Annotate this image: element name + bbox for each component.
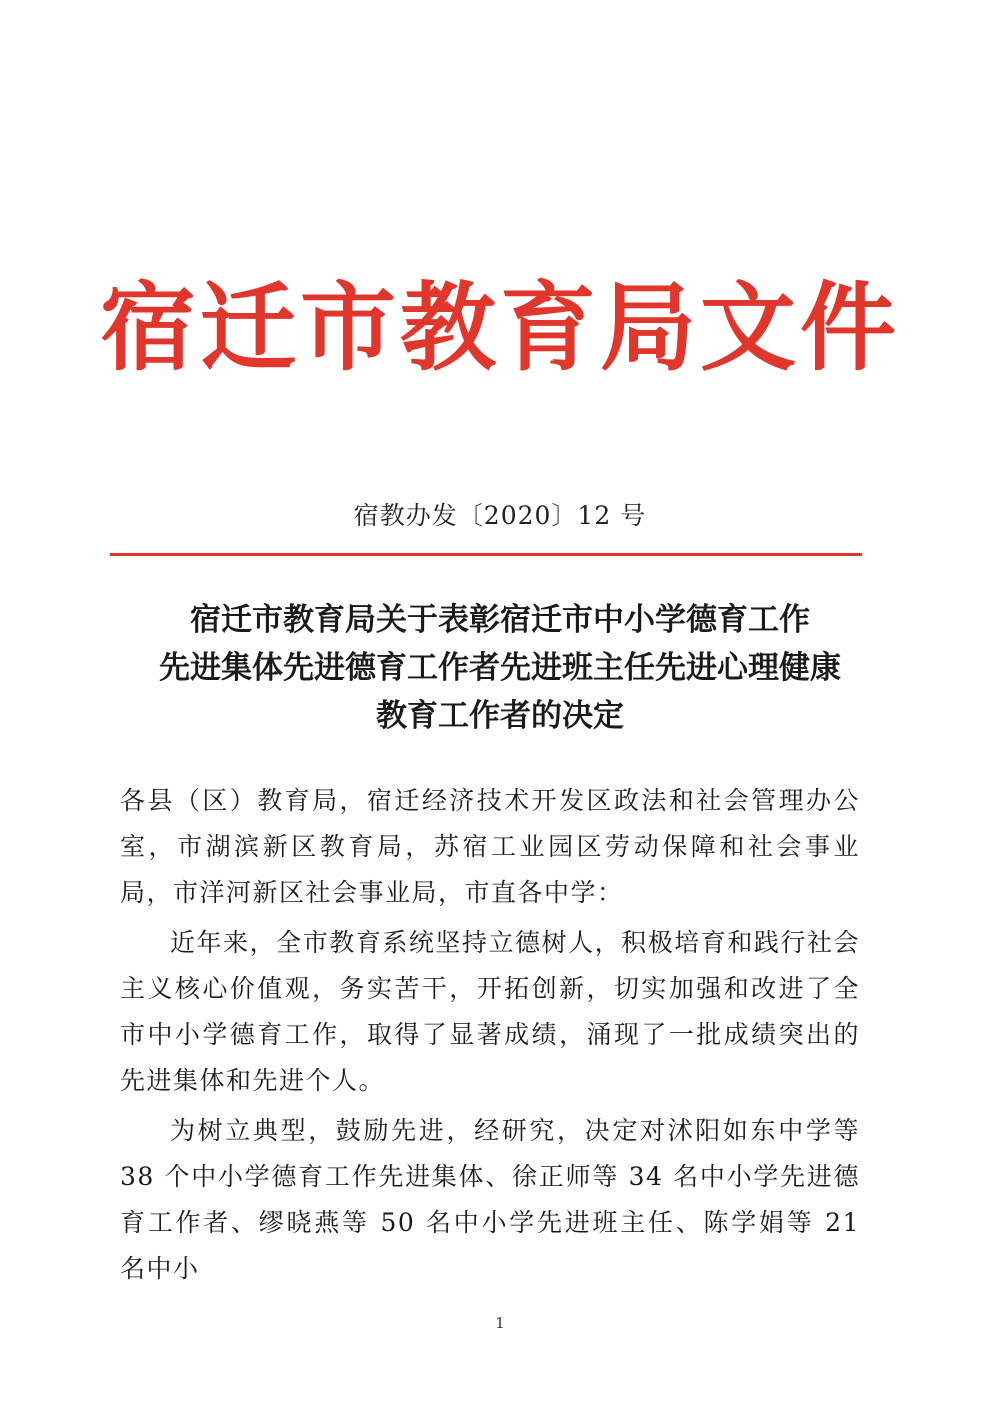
title-line: 先进集体先进德育工作者先进班主任先进心理健康	[159, 650, 841, 686]
document-body	[120, 778, 860, 1296]
body-paragraph: 为树立典型，鼓励先进，经研究，决定对沭阳如东中学等38 个中小学德育工作先进集体、徐正师等 34 名中小学先进德育工作者、缪晓燕等 50 名中小学先进班主任、陈学娟等 21 名中小	[120, 1116, 860, 1283]
title-line: 教育工作者的决定	[376, 698, 624, 734]
page-number: 1	[495, 1314, 505, 1332]
masthead-title: 宿迁市教育局文件	[100, 272, 900, 384]
document-number: 宿教办发〔2020〕12 号	[353, 501, 647, 530]
addressee-paragraph: 各县（区）教育局，宿迁经济技术开发区政法和社会管理办公室，市湖滨新区教育局，苏宿工业园区劳动保障和社会事业局，市洋河新区社会事业局，市直各中学：	[120, 786, 860, 907]
body-paragraph: 近年来，全市教育系统坚持立德树人，积极培育和践行社会主义核心价值观，务实苦干，开拓创新，切实加强和改进了全市中小学德育工作，取得了显著成绩，涌现了一批成绩突出的先进集体和先进个人。	[120, 928, 860, 1095]
red-divider-line	[110, 553, 862, 556]
title-line: 宿迁市教育局关于表彰宿迁市中小学德育工作	[190, 602, 810, 638]
document-title	[0, 596, 1000, 740]
